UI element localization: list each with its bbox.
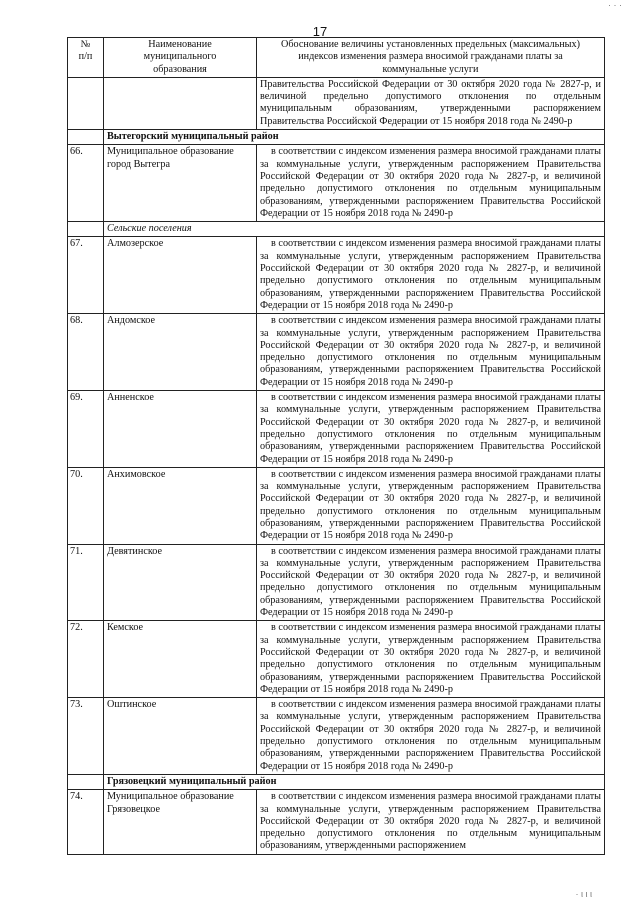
- table-row: [68, 237, 605, 314]
- row-justification: в соответствии с индексом изменения размера вносимой гражданами платы за коммунальные услуги, утвержденным распоряжением Правительства Российской Федерации от 30 октября 2020 года № 2827-р, и величиной предельно допустимого отклонения по отдельным муниципальным образованиям, утвержденными распоряжением: [257, 790, 605, 854]
- row-justification: в соответствии с индексом изменения размера вносимой гражданами платы за коммунальные услуги, утвержденным распоряжением Правительства Российской Федерации от 30 октября 2020 года № 2827-р, и величиной предельно допустимого отклонения по отдельным муниципальным образованиям, утвержденными распоряжением Правительства Российской Федерации от 15 ноября 2018 года № 2490-р: [257, 467, 605, 544]
- row-justification: в соответствии с индексом изменения размера вносимой гражданами платы за коммунальные услуги, утвержденным распоряжением Правительства Российской Федерации от 30 октября 2020 года № 2827-р, и величиной предельно допустимого отклонения по отдельным муниципальным образованиям, утвержденными распоряжением Правительства Российской Федерации от 15 ноября 2018 года № 2490-р: [257, 314, 605, 391]
- row-number: 67.: [68, 237, 104, 314]
- table-row: [68, 145, 605, 222]
- header-number-text: № п/п: [78, 39, 93, 63]
- row-number: 73.: [68, 698, 104, 775]
- table-row: [68, 391, 605, 468]
- row-municipality: Муниципальное образование Грязовецкое: [104, 790, 257, 854]
- row-municipality: Девятинское: [104, 544, 257, 621]
- table-row: [68, 77, 605, 129]
- section-row: [68, 774, 605, 789]
- section-title: Грязовецкий муниципальный район: [104, 774, 605, 789]
- table-row: [68, 790, 605, 854]
- table-row: [68, 621, 605, 698]
- scan-mark-top: · · ·: [608, 0, 622, 10]
- row-municipality: Оштинское: [104, 698, 257, 775]
- row-number: 66.: [68, 145, 104, 222]
- row-municipality: Анхимовское: [104, 467, 257, 544]
- table-row: [68, 544, 605, 621]
- row-municipality: Анненское: [104, 391, 257, 468]
- row-number: 71.: [68, 544, 104, 621]
- table-row: [68, 467, 605, 544]
- row-justification: в соответствии с индексом изменения размера вносимой гражданами платы за коммунальные услуги, утвержденным распоряжением Правительства Российской Федерации от 30 октября 2020 года № 2827-р, и величиной предельно допустимого отклонения по отдельным муниципальным образованиям, утвержденными распоряжением Правительства Российской Федерации от 15 ноября 2018 года № 2490-р: [257, 544, 605, 621]
- row-number: 74.: [68, 790, 104, 854]
- table-header-row: [68, 38, 605, 78]
- tariff-index-table: [67, 37, 605, 855]
- row-justification: в соответствии с индексом изменения размера вносимой гражданами платы за коммунальные услуги, утвержденным распоряжением Правительства Российской Федерации от 30 октября 2020 года № 2827-р, и величиной предельно допустимого отклонения по отдельным муниципальным образованиям, утвержденными распоряжением Правительства Российской Федерации от 15 ноября 2018 года № 2490-р: [257, 237, 605, 314]
- header-municipality-text: Наименование муниципального образования: [143, 39, 217, 75]
- row-justification: Правительства Российской Федерации от 30 октября 2020 года № 2827-р, и величиной предельно допустимого отклонения по отдельным муниципальным образованиям, утвержденными распоряжением Правительства Российской Федерации от 15 ноября 2018 года № 2490-р: [257, 77, 605, 129]
- row-number: 72.: [68, 621, 104, 698]
- row-municipality: Муниципальное образование город Вытегра: [104, 145, 257, 222]
- table-row: [68, 698, 605, 775]
- header-justification-text: Обоснование величины установленных предельных (максимальных) индексов изменения размера вносимой гражданами платы за коммунальные услуги: [280, 39, 581, 75]
- row-number: 70.: [68, 467, 104, 544]
- scan-mark-bottom: · ι ι ι: [575, 889, 592, 899]
- row-number: 68.: [68, 314, 104, 391]
- subsection-row: [68, 222, 605, 237]
- row-municipality: Алмозерское: [104, 237, 257, 314]
- header-municipality: [104, 38, 257, 78]
- row-municipality: [104, 77, 257, 129]
- row-municipality: Андомское: [104, 314, 257, 391]
- row-justification: в соответствии с индексом изменения размера вносимой гражданами платы за коммунальные услуги, утвержденным распоряжением Правительства Российской Федерации от 30 октября 2020 года № 2827-р, и величиной предельно допустимого отклонения по отдельным муниципальным образованиям, утвержденными распоряжением Правительства Российской Федерации от 15 ноября 2018 года № 2490-р: [257, 145, 605, 222]
- row-justification: в соответствии с индексом изменения размера вносимой гражданами платы за коммунальные услуги, утвержденным распоряжением Правительства Российской Федерации от 30 октября 2020 года № 2827-р, и величиной предельно допустимого отклонения по отдельным муниципальным образованиям, утвержденными распоряжением Правительства Российской Федерации от 15 ноября 2018 года № 2490-р: [257, 621, 605, 698]
- row-municipality: Кемское: [104, 621, 257, 698]
- header-justification: [257, 38, 605, 78]
- page-number: 17: [312, 24, 328, 39]
- header-number: [68, 38, 104, 78]
- section-row: [68, 130, 605, 145]
- table-row: [68, 314, 605, 391]
- row-justification: в соответствии с индексом изменения размера вносимой гражданами платы за коммунальные услуги, утвержденным распоряжением Правительства Российской Федерации от 30 октября 2020 года № 2827-р, и величиной предельно допустимого отклонения по отдельным муниципальным образованиям, утвержденными распоряжением Правительства Российской Федерации от 15 ноября 2018 года № 2490-р: [257, 698, 605, 775]
- row-justification: в соответствии с индексом изменения размера вносимой гражданами платы за коммунальные услуги, утвержденным распоряжением Правительства Российской Федерации от 30 октября 2020 года № 2827-р, и величиной предельно допустимого отклонения по отдельным муниципальным образованиям, утвержденными распоряжением Правительства Российской Федерации от 15 ноября 2018 года № 2490-р: [257, 391, 605, 468]
- row-number: 69.: [68, 391, 104, 468]
- row-number: [68, 77, 104, 129]
- section-title: Вытегорский муниципальный район: [104, 130, 605, 145]
- subsection-title: Сельские поселения: [104, 222, 605, 237]
